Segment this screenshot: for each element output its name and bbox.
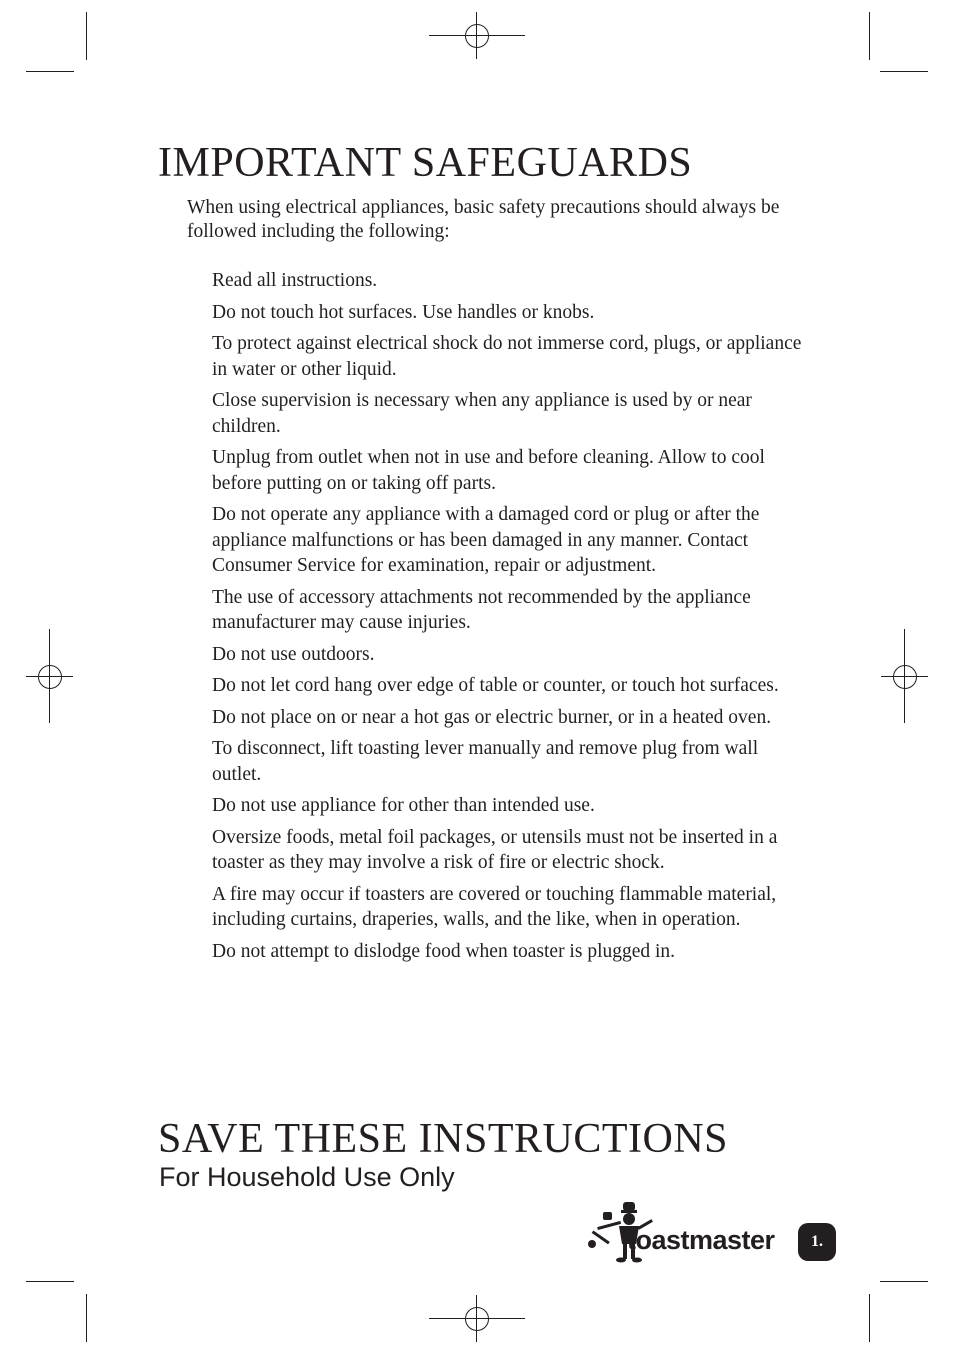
registration-mark-icon (465, 1307, 489, 1331)
crop-mark (86, 1294, 87, 1342)
brand-wordmark: toastmaster (627, 1225, 775, 1255)
crop-mark (869, 1294, 870, 1342)
list-item: The use of accessory attachments not recommended by the appliance manufacturer may cause injuries. (212, 586, 751, 633)
list-item: Do not use outdoors. (212, 643, 375, 665)
intro-paragraph: When using electrical appliances, basic safety precautions should always be followed including the following: (187, 197, 780, 242)
registration-mark-icon (893, 665, 917, 689)
crop-mark (86, 12, 87, 60)
crop-mark (880, 1281, 928, 1282)
crop-mark (880, 71, 928, 72)
list-item: Read all instructions. (212, 270, 378, 291)
list-item: Close supervision is necessary when any appliance is used by or near children. (212, 390, 752, 437)
page-number-badge: 1. (798, 1223, 836, 1261)
page-title: IMPORTANT SAFEGUARDS (158, 140, 693, 186)
list-item: Oversize foods, metal foil packages, or utensils must not be inserted in a toaster as they may involve a risk of fire or electric shock. (212, 826, 778, 873)
list-item: To disconnect, lift toasting lever manually and remove plug from wall outlet. (212, 738, 759, 785)
crop-mark (869, 12, 870, 60)
list-item: Do not touch hot surfaces. Use handles or knobs. (212, 301, 595, 323)
list-item: Do not place on or near a hot gas or electric burner, or in a heated oven. (212, 706, 772, 728)
closing-heading: SAVE THESE INSTRUCTIONS (158, 1116, 729, 1162)
list-item: Do not let cord hang over edge of table or counter, or touch hot surfaces. (212, 675, 779, 696)
subheading: For Household Use Only (159, 1162, 455, 1192)
safeguards-list (212, 268, 802, 970)
registration-mark-icon (465, 24, 489, 48)
list-item: A fire may occur if toasters are covered or touching flammable material, including curtains, draperies, walls, and the like, when in operation. (212, 883, 777, 930)
list-item: Do not use appliance for other than intended use. (212, 795, 595, 816)
crop-mark (26, 71, 74, 72)
list-item: Unplug from outlet when not in use and before cleaning. Allow to cool before putting on or taking off parts. (212, 447, 765, 494)
crop-mark (26, 1281, 74, 1282)
list-item: Do not operate any appliance with a damaged cord or plug or after the appliance malfunctions or has been damaged in any manner. Contact Consumer Service for examination, repair or adjustment. (212, 504, 760, 576)
list-item: To protect against electrical shock do not immerse cord, plugs, or appliance in water or other liquid. (212, 333, 802, 380)
list-item: Do not attempt to dislodge food when toaster is plugged in. (212, 940, 676, 962)
registration-mark-icon (38, 665, 62, 689)
